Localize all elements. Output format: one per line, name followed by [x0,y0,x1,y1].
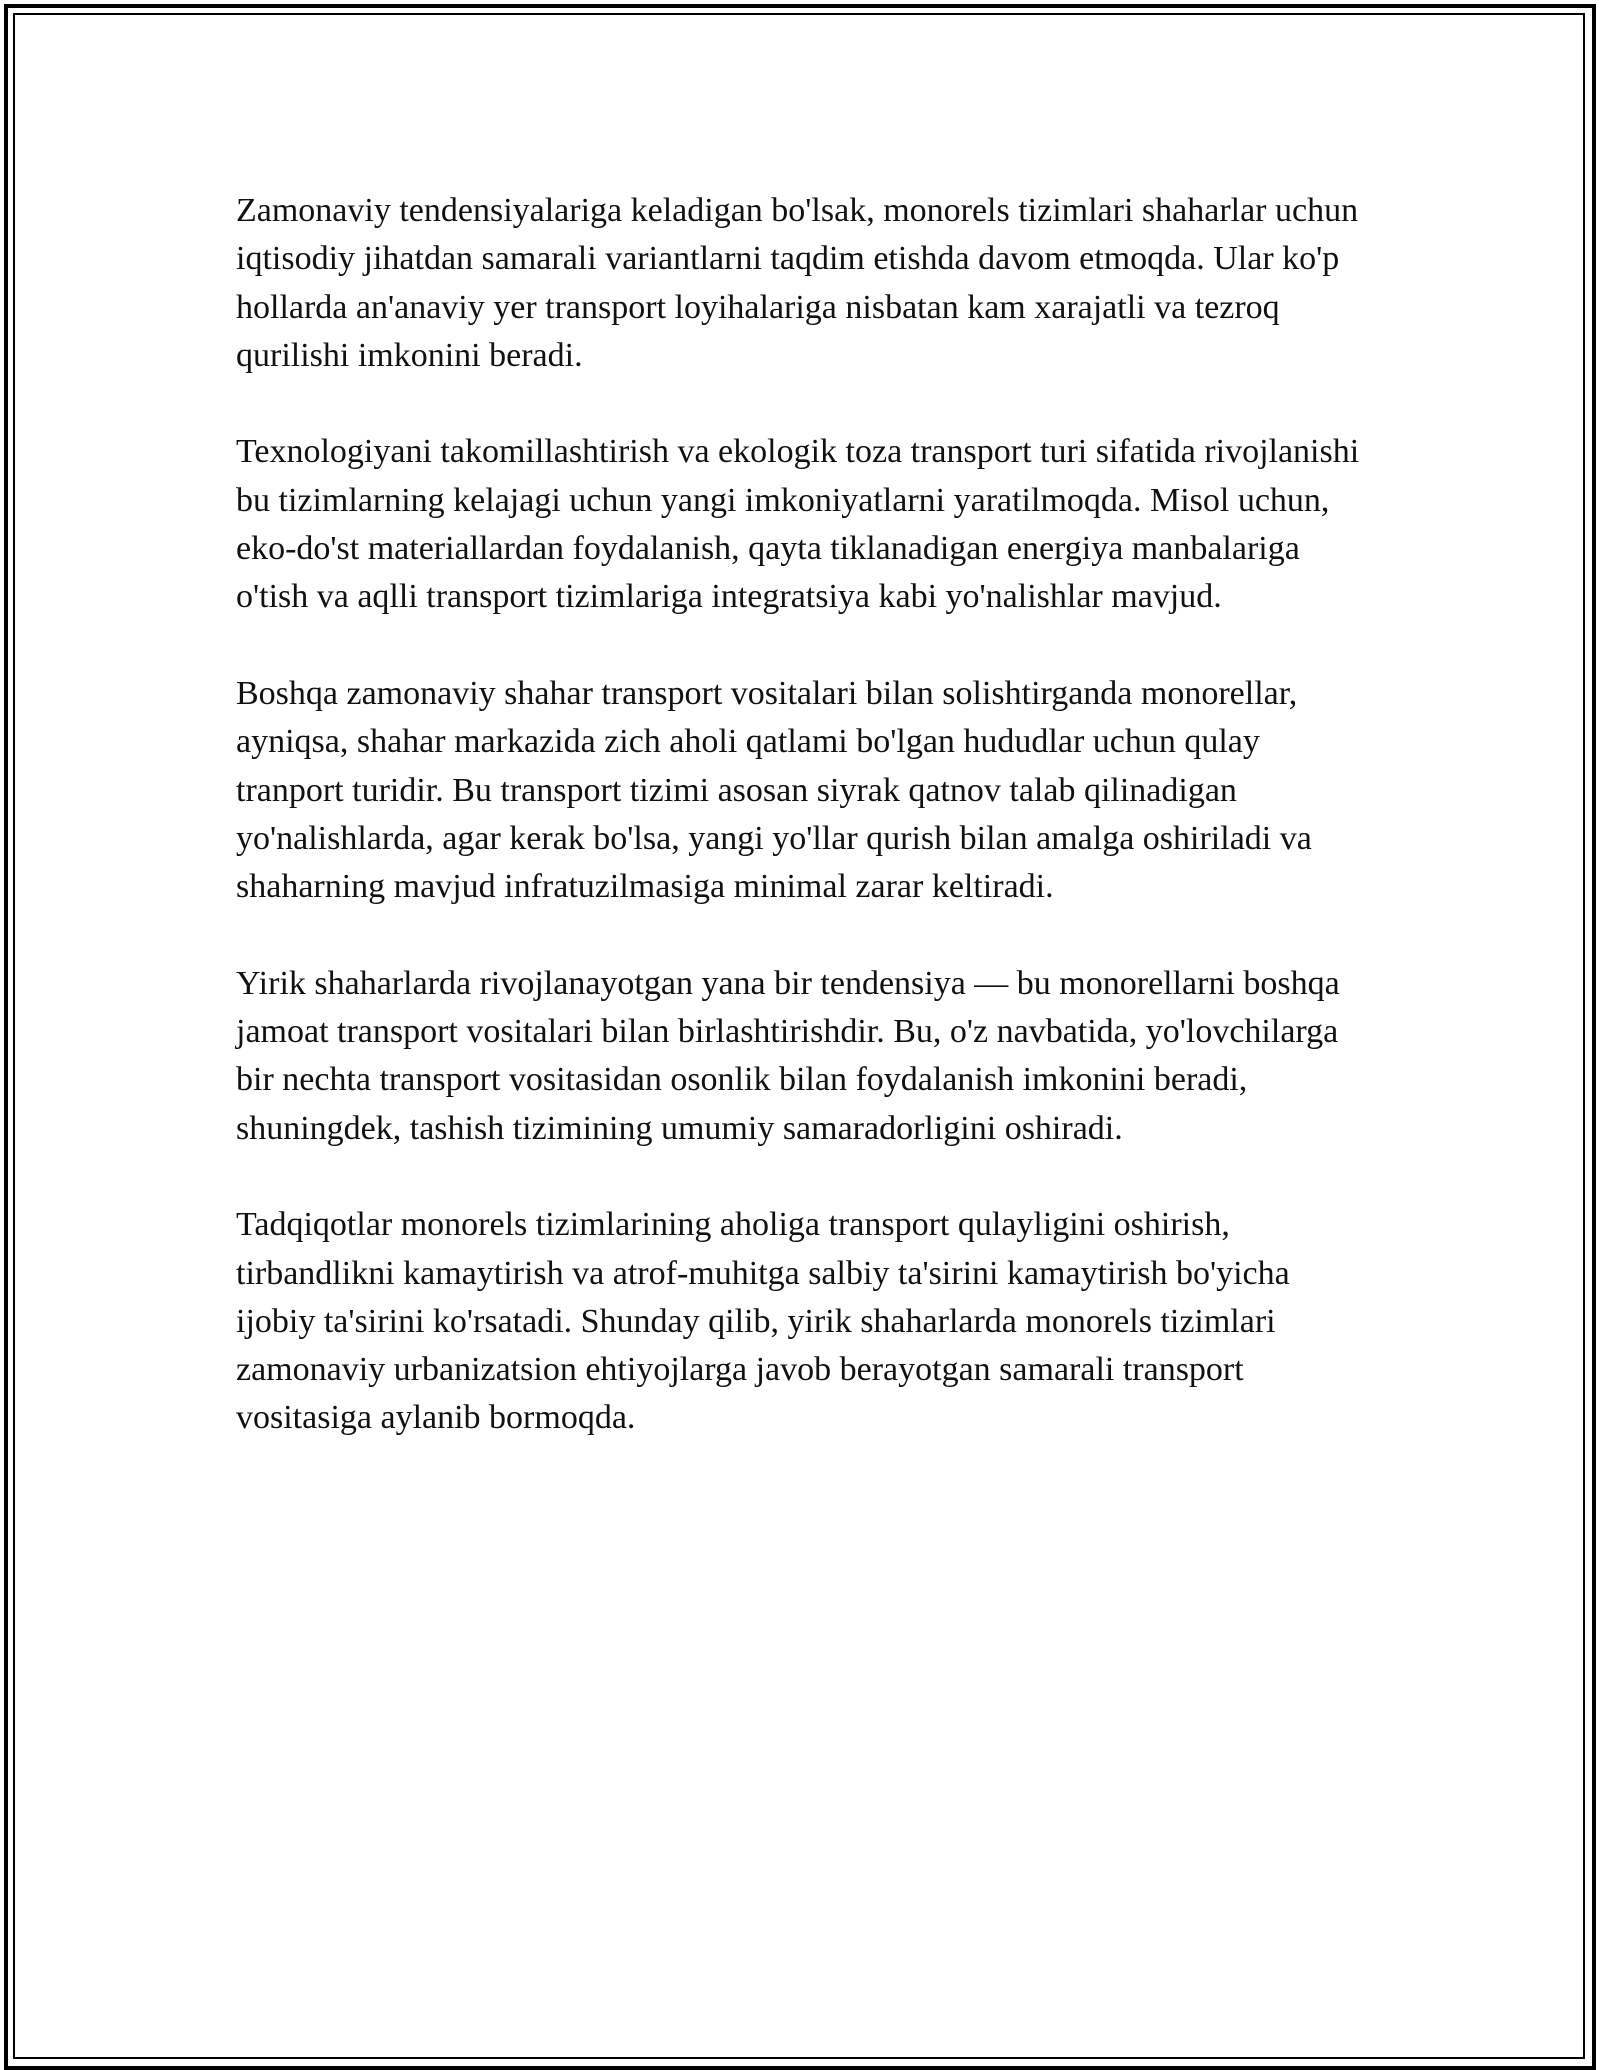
paragraph-5: Tadqiqotlar monorels tizimlarining aholiga transport qulayligini oshirish, tirbandlikni kamaytirish va atrof-muhitga salbiy ta'sirini kamaytirish bo'yicha ijobiy ta'sirini ko'rsatadi. Shunday qilib, yirik shaharlarda monorels tizimlari zamonaviy urbanizatsion ehtiyojlarga javob berayotgan samarali transport vositasiga aylanib bormoqda. [236,1206,1290,1437]
paragraph-2: Texnologiyani takomillashtirish va ekologik toza transport turi sifatida rivojlanishi bu tizimlarning kelajagi uchun yangi imkoniyatlarni yaratilmoqda. Misol uchun, eko-do'st materiallardan foydalanish, qayta tiklanadigan energiya manbalariga o'tish va aqlli transport tizimlariga integratsiya kabi yo'nalishlar mavjud. [236,433,1360,616]
paragraph-4: Yirik shaharlarda rivojlanayotgan yana bir tendensiya — bu monorellarni boshqa jamoat transport vositalari bilan birlashtirishdir. Bu, o'z navbatida, yo'lovchilarga bir nechta transport vositasidan osonlik bilan foydalanish imkonini beradi, shuningdek, tashish tizimining umumiy samaradorligini oshiradi. [236,964,1340,1147]
paragraph-3: Boshqa zamonaviy shahar transport vositalari bilan solishtirganda monorellar, ayniqsa, shahar markazida zich aholi qatlami bo'lgan hududlar uchun qulay tranport turidir. Bu transport tizimi asosan siyrak qatnov talab qilinadigan yo'nalishlarda, agar kerak bo'lsa, yangi yo'llar qurish bilan amalga oshiriladi va shaharning mavjud infratuzilmasiga minimal zarar keltiradi. [236,674,1312,906]
paragraph-1: Zamonaviy tendensiyalariga keladigan bo'lsak, monorels tizimlari shaharlar uchun iqtisodiy jihatdan samarali variantlarni taqdim etishda davom etmoqda. Ular ko'p hollarda an'anaviy yer transport loyihalariga nisbatan kam xarajatli va tezroq qurilishi imkonini beradi. [236,192,1359,374]
document-body [236,187,1366,1491]
